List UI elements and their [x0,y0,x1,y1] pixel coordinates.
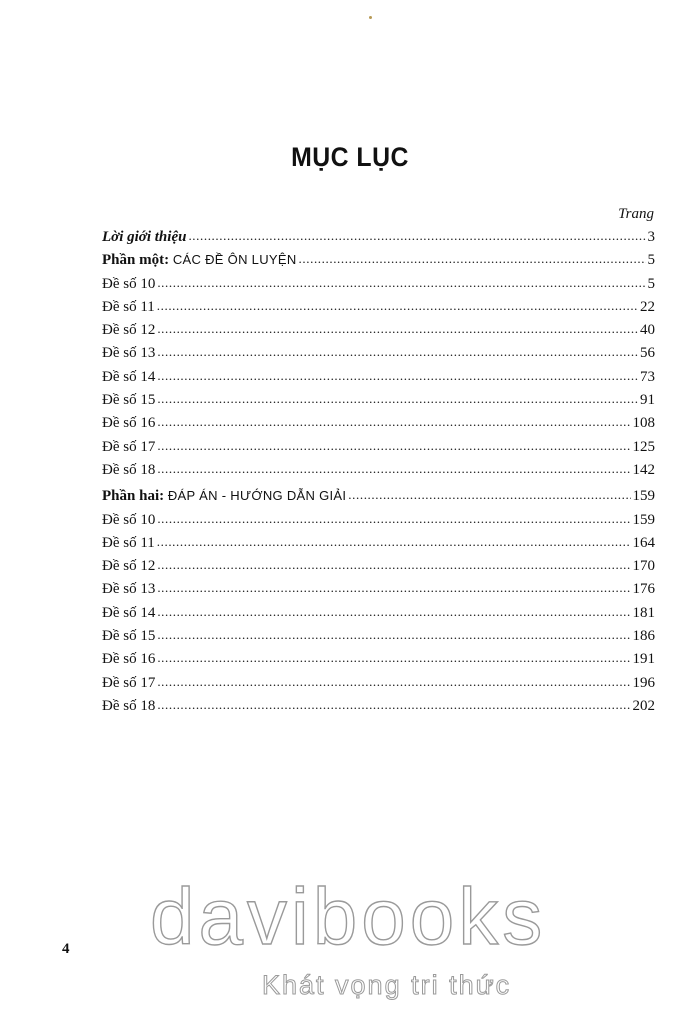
toc-entry-label: Đề số 15 [102,628,156,645]
paper-speck [369,16,372,19]
toc-entry-label: Đề số 18 [102,697,156,714]
toc-row [102,624,655,647]
toc-row [102,411,655,434]
toc-part-label: Phần hai: [102,488,165,505]
toc-entry-label: Đề số 13 [102,581,156,598]
toc-entry-label: Đề số 17 [102,674,156,691]
toc-row [102,671,655,694]
toc-page-number: 159 [632,488,655,505]
toc-entry-label: Đề số 16 [102,651,156,668]
dot-leader [157,576,630,600]
toc-page-number: 191 [632,651,655,668]
toc-entry-label: Đề số 11 [102,298,155,315]
dot-leader [157,364,638,388]
toc-entry-label [102,248,297,272]
dot-leader [157,670,630,694]
toc-entry-label: Lời giới thiệu [102,229,187,245]
toc-page-number: 5 [647,252,655,269]
toc-page-number: 159 [632,511,655,528]
table-of-contents [102,225,655,717]
toc-row [102,248,655,271]
watermark-tagline: Khát vọng tri thức [262,970,512,1000]
page-number: 4 [62,941,70,957]
toc-row [102,365,655,388]
toc-row [102,318,655,341]
toc-page-number: 142 [632,461,655,478]
toc-entry-label: Đề số 15 [102,392,156,409]
toc-page-number: 108 [632,415,655,432]
toc-row [102,577,655,600]
toc-row [102,435,655,458]
toc-row [102,647,655,670]
toc-row [102,531,655,554]
dot-leader [157,317,638,341]
toc-row [102,508,655,531]
toc-entry-label: Đề số 14 [102,368,156,385]
page-column-header: Trang [618,206,654,222]
dot-leader [299,247,646,271]
toc-entry-label: Đề số 18 [102,461,156,478]
toc-row [102,458,655,481]
toc-row [102,295,655,318]
toc-page-number: 5 [647,275,655,292]
toc-row [102,484,655,507]
toc-entry-label: Đề số 17 [102,438,156,455]
toc-page-number: 202 [632,697,655,714]
toc-page-number: 181 [632,604,655,621]
toc-page-number: 125 [632,438,655,455]
toc-part-title: CÁC ĐỀ ÔN LUYỆN [172,252,297,268]
dot-leader [157,387,638,411]
dot-leader [157,507,630,531]
dot-leader [157,410,630,434]
toc-row [102,272,655,295]
toc-entry-label: Đề số 10 [102,511,156,528]
toc-page-number: 56 [640,345,655,362]
toc-part-title: ĐÁP ÁN - HƯỚNG DẪN GIẢI [167,488,347,504]
toc-page-number: 73 [640,368,655,385]
dot-leader [188,224,645,248]
toc-row [102,554,655,577]
dot-leader [157,553,630,577]
toc-entry-label: Đề số 16 [102,415,156,432]
dot-leader [157,646,630,670]
dot-leader [157,294,638,318]
dot-leader [157,693,630,717]
dot-leader [157,271,645,295]
toc-entry-label: Đề số 13 [102,345,156,362]
toc-page-number: 186 [632,628,655,645]
toc-page-number: 91 [640,392,655,409]
dot-leader [348,483,630,507]
toc-entry-label: Đề số 12 [102,558,156,575]
toc-page-number: 22 [640,298,655,315]
toc-page-number: 196 [632,674,655,691]
toc-page-number: 40 [640,322,655,339]
toc-entry-label: Đề số 10 [102,275,156,292]
toc-entry-label: Đề số 11 [102,534,155,551]
toc-page-number: 176 [632,581,655,598]
page-title: MỤC LỤC [291,142,409,172]
dot-leader [157,434,630,458]
toc-row [102,601,655,624]
watermark-logo: davibooks [150,872,547,961]
toc-entry-label: Đề số 14 [102,604,156,621]
dot-leader [157,530,631,554]
toc-entry-label [102,484,346,508]
toc-row [102,225,655,248]
dot-leader [157,457,630,481]
toc-row [102,341,655,364]
dot-leader [157,623,630,647]
toc-row [102,694,655,717]
toc-page-number: 170 [632,558,655,575]
toc-part-label: Phần một: [102,252,170,269]
dot-leader [157,340,638,364]
toc-row [102,388,655,411]
toc-page-number: 164 [632,534,655,551]
dot-leader [157,600,630,624]
toc-entry-label: Đề số 12 [102,322,156,339]
toc-page-number: 3 [647,229,655,245]
